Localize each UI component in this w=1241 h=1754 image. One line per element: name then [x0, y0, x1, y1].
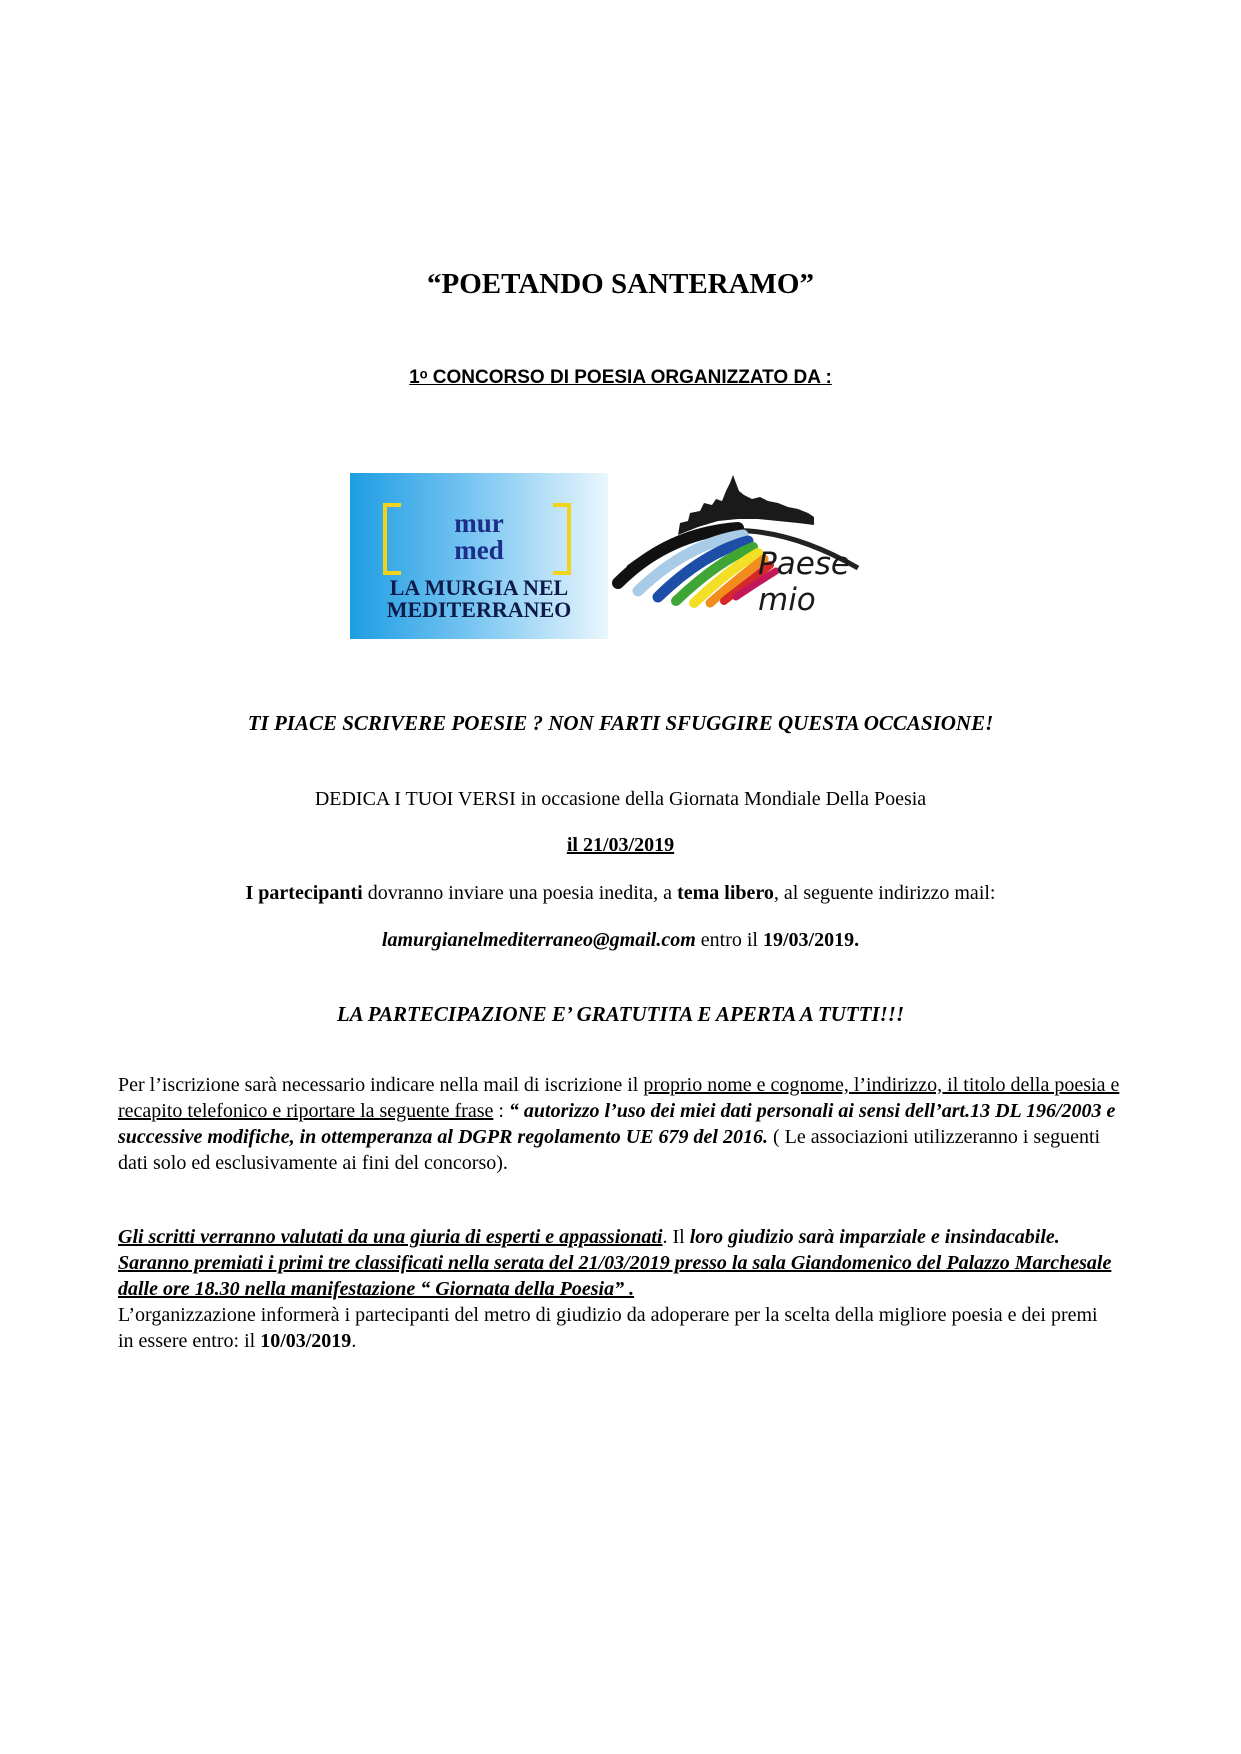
- giuria-text-c: loro giudizio sarà imparziale e insindacabile.: [689, 1226, 1060, 1248]
- subtitle-text: 1ᵒ CONCORSO DI POESIA ORGANIZZATO DA :: [409, 367, 832, 388]
- murmed-logo: [350, 473, 608, 639]
- paese-mio-logo: [608, 473, 898, 639]
- paese-mio-text: Paese mio: [758, 546, 850, 618]
- document-title: “POETANDO SANTERAMO”: [427, 268, 814, 300]
- giuria-paragraph: [118, 1224, 1118, 1354]
- info-deadline: 10/03/2019: [260, 1330, 352, 1352]
- email-mid-text: entro il: [695, 929, 763, 951]
- logo-name-line1: LA MURGIA NEL: [389, 575, 569, 600]
- dedica-line: DEDICA I TUOI VERSI in occasione della Giornata Mondiale Della Poesia: [314, 788, 927, 810]
- iscrizione-text-b: proprio nome e cognome, l’indirizzo, il titolo della poesia e recapito telefonico e riportare la seguente frase: [118, 1074, 1120, 1122]
- giuria-text-b: . Il: [662, 1226, 690, 1248]
- email-line: [0, 927, 1241, 953]
- event-date: il 21/03/2019: [566, 834, 675, 856]
- logo-med-text: med: [454, 535, 504, 565]
- giuria-text-h: .: [351, 1330, 357, 1352]
- participants-label: I partecipanti: [245, 882, 363, 904]
- logo-name-line2: MEDITERRANEO: [386, 597, 572, 622]
- participants-text-1: dovranno inviare una poesia inedita, a: [362, 882, 678, 904]
- iscrizione-paragraph: [118, 1072, 1128, 1176]
- participants-text-2: , al seguente indirizzo mail:: [773, 882, 996, 904]
- document-subtitle: [0, 367, 1241, 389]
- iscrizione-consent: “ autorizzo l’uso dei miei dati personali ai sensi dell’art.13 DL 196/2003 e successive modifiche, in ottemperanza al DGPR regolamento UE 679 del 2016.: [118, 1100, 1116, 1148]
- giuria-text-e: Saranno premiati i primi tre classificati nella serata del 21/03/2019 presso la sala Giandomenico del Palazzo Marchesale dalle ore 18.30 nella manifestazione “ Giornata della Poesia” .: [118, 1252, 1112, 1300]
- giuria-text-a: Gli scritti verranno valutati da una giuria di esperti e appassionati: [118, 1226, 663, 1248]
- tagline: TI PIACE SCRIVERE POESIE ? NON FARTI SFUGGIRE QUESTA OCCASIONE!: [247, 711, 994, 735]
- free-entry-line: LA PARTECIPAZIONE E’ GRATUTITA E APERTA A TUTTI!!!: [336, 1002, 905, 1026]
- giuria-text-f: L’organizzazione informerà i partecipanti del metro di giudizio da adoperare per la scelta della migliore poesia e dei premi in essere entro: il: [118, 1304, 1098, 1352]
- iscrizione-text-a: Per l’iscrizione sarà necessario indicare nella mail di iscrizione il: [118, 1074, 644, 1096]
- date-line: [0, 832, 1241, 858]
- logo-mur-text: mur: [454, 508, 504, 538]
- submission-deadline: 19/03/2019.: [762, 929, 860, 951]
- iscrizione-text-c: :: [493, 1100, 509, 1122]
- contact-email: lamurgianelmediterraneo@gmail.com: [381, 929, 696, 951]
- participants-line: [0, 880, 1241, 906]
- tema-libero: tema libero: [677, 882, 774, 904]
- iscrizione-text-e: ( Le associazioni utilizzeranno i seguenti dati solo ed esclusivamente ai fini del concorso).: [118, 1126, 1101, 1174]
